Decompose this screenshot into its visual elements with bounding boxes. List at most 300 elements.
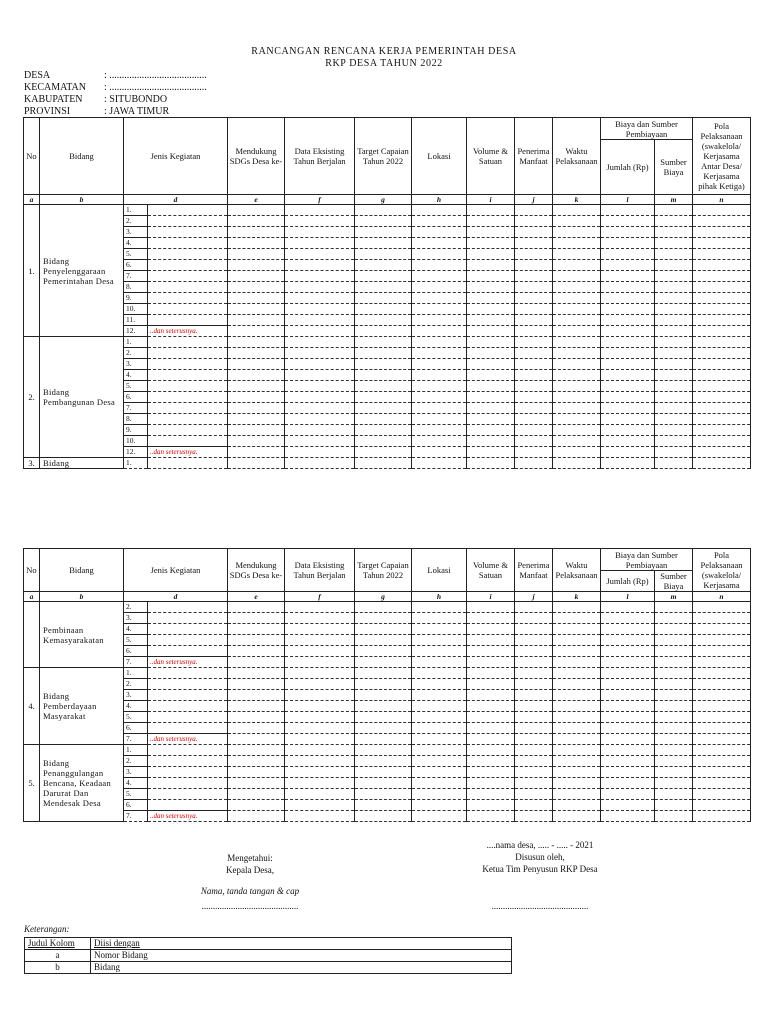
- jenis-kegiatan-cell[interactable]: [148, 293, 228, 304]
- data-cell[interactable]: [285, 304, 355, 315]
- data-cell[interactable]: [285, 767, 355, 778]
- jenis-kegiatan-cell[interactable]: [148, 690, 228, 701]
- data-cell[interactable]: [693, 315, 751, 326]
- data-cell[interactable]: [601, 745, 655, 756]
- data-cell[interactable]: [355, 767, 412, 778]
- data-cell[interactable]: [601, 348, 655, 359]
- data-cell[interactable]: [553, 337, 601, 348]
- data-cell[interactable]: [228, 811, 285, 822]
- data-cell[interactable]: [515, 392, 553, 403]
- jenis-kegiatan-cell[interactable]: [148, 425, 228, 436]
- data-cell[interactable]: [467, 458, 515, 469]
- data-cell[interactable]: [601, 216, 655, 227]
- data-cell[interactable]: [655, 602, 693, 613]
- jenis-kegiatan-cell[interactable]: [148, 767, 228, 778]
- data-cell[interactable]: [601, 326, 655, 337]
- data-cell[interactable]: [553, 789, 601, 800]
- data-cell[interactable]: [285, 646, 355, 657]
- data-cell[interactable]: [412, 690, 467, 701]
- data-cell[interactable]: [553, 624, 601, 635]
- data-cell[interactable]: [655, 403, 693, 414]
- data-cell[interactable]: [467, 381, 515, 392]
- data-cell[interactable]: [601, 624, 655, 635]
- data-cell[interactable]: [553, 657, 601, 668]
- data-cell[interactable]: [553, 436, 601, 447]
- data-cell[interactable]: [467, 260, 515, 271]
- data-cell[interactable]: [655, 238, 693, 249]
- data-cell[interactable]: [467, 271, 515, 282]
- data-cell[interactable]: [228, 613, 285, 624]
- data-cell[interactable]: [228, 304, 285, 315]
- data-cell[interactable]: [693, 304, 751, 315]
- data-cell[interactable]: [655, 216, 693, 227]
- jenis-kegiatan-cell[interactable]: [148, 348, 228, 359]
- data-cell[interactable]: [515, 602, 553, 613]
- data-cell[interactable]: [467, 227, 515, 238]
- data-cell[interactable]: [655, 624, 693, 635]
- data-cell[interactable]: [655, 282, 693, 293]
- data-cell[interactable]: [655, 723, 693, 734]
- data-cell[interactable]: [553, 602, 601, 613]
- data-cell[interactable]: [693, 690, 751, 701]
- data-cell[interactable]: [601, 315, 655, 326]
- data-cell[interactable]: [228, 205, 285, 216]
- data-cell[interactable]: [228, 381, 285, 392]
- data-cell[interactable]: [285, 359, 355, 370]
- data-cell[interactable]: [228, 712, 285, 723]
- data-cell[interactable]: [655, 701, 693, 712]
- data-cell[interactable]: [412, 227, 467, 238]
- data-cell[interactable]: [553, 414, 601, 425]
- data-cell[interactable]: [655, 392, 693, 403]
- continuation-note[interactable]: ..dan seterusnya.: [148, 326, 228, 337]
- data-cell[interactable]: [553, 800, 601, 811]
- continuation-note[interactable]: ..dan seterusnya.: [148, 657, 228, 668]
- data-cell[interactable]: [412, 293, 467, 304]
- data-cell[interactable]: [285, 392, 355, 403]
- data-cell[interactable]: [228, 370, 285, 381]
- data-cell[interactable]: [355, 458, 412, 469]
- data-cell[interactable]: [693, 359, 751, 370]
- data-cell[interactable]: [285, 381, 355, 392]
- data-cell[interactable]: [601, 260, 655, 271]
- data-cell[interactable]: [228, 679, 285, 690]
- jenis-kegiatan-cell[interactable]: [148, 624, 228, 635]
- jenis-kegiatan-cell[interactable]: [148, 282, 228, 293]
- data-cell[interactable]: [228, 447, 285, 458]
- jenis-kegiatan-cell[interactable]: [148, 613, 228, 624]
- data-cell[interactable]: [412, 811, 467, 822]
- data-cell[interactable]: [655, 613, 693, 624]
- data-cell[interactable]: [467, 205, 515, 216]
- data-cell[interactable]: [412, 447, 467, 458]
- data-cell[interactable]: [412, 745, 467, 756]
- data-cell[interactable]: [412, 723, 467, 734]
- data-cell[interactable]: [655, 260, 693, 271]
- data-cell[interactable]: [515, 646, 553, 657]
- data-cell[interactable]: [228, 260, 285, 271]
- data-cell[interactable]: [412, 326, 467, 337]
- data-cell[interactable]: [655, 436, 693, 447]
- data-cell[interactable]: [467, 414, 515, 425]
- data-cell[interactable]: [601, 778, 655, 789]
- data-cell[interactable]: [412, 370, 467, 381]
- data-cell[interactable]: [515, 458, 553, 469]
- jenis-kegiatan-cell[interactable]: [148, 392, 228, 403]
- data-cell[interactable]: [467, 745, 515, 756]
- data-cell[interactable]: [228, 668, 285, 679]
- data-cell[interactable]: [601, 403, 655, 414]
- data-cell[interactable]: [515, 723, 553, 734]
- data-cell[interactable]: [601, 370, 655, 381]
- data-cell[interactable]: [467, 370, 515, 381]
- data-cell[interactable]: [693, 381, 751, 392]
- data-cell[interactable]: [228, 425, 285, 436]
- data-cell[interactable]: [355, 602, 412, 613]
- data-cell[interactable]: [553, 635, 601, 646]
- data-cell[interactable]: [655, 789, 693, 800]
- data-cell[interactable]: [553, 723, 601, 734]
- data-cell[interactable]: [515, 668, 553, 679]
- data-cell[interactable]: [515, 238, 553, 249]
- data-cell[interactable]: [693, 227, 751, 238]
- data-cell[interactable]: [467, 337, 515, 348]
- data-cell[interactable]: [655, 304, 693, 315]
- jenis-kegiatan-cell[interactable]: [148, 602, 228, 613]
- jenis-kegiatan-cell[interactable]: [148, 701, 228, 712]
- continuation-note[interactable]: ..dan seterusnya.: [148, 734, 228, 745]
- data-cell[interactable]: [412, 304, 467, 315]
- data-cell[interactable]: [655, 811, 693, 822]
- data-cell[interactable]: [467, 657, 515, 668]
- data-cell[interactable]: [228, 337, 285, 348]
- data-cell[interactable]: [693, 734, 751, 745]
- data-cell[interactable]: [601, 458, 655, 469]
- data-cell[interactable]: [228, 249, 285, 260]
- jenis-kegiatan-cell[interactable]: [148, 370, 228, 381]
- data-cell[interactable]: [601, 701, 655, 712]
- data-cell[interactable]: [693, 271, 751, 282]
- data-cell[interactable]: [285, 326, 355, 337]
- jenis-kegiatan-cell[interactable]: [148, 337, 228, 348]
- data-cell[interactable]: [601, 205, 655, 216]
- jenis-kegiatan-cell[interactable]: [148, 745, 228, 756]
- data-cell[interactable]: [601, 723, 655, 734]
- data-cell[interactable]: [655, 635, 693, 646]
- data-cell[interactable]: [553, 745, 601, 756]
- data-cell[interactable]: [355, 370, 412, 381]
- data-cell[interactable]: [553, 646, 601, 657]
- data-cell[interactable]: [655, 370, 693, 381]
- data-cell[interactable]: [693, 370, 751, 381]
- data-cell[interactable]: [412, 216, 467, 227]
- data-cell[interactable]: [655, 315, 693, 326]
- data-cell[interactable]: [285, 436, 355, 447]
- data-cell[interactable]: [467, 436, 515, 447]
- data-cell[interactable]: [467, 690, 515, 701]
- data-cell[interactable]: [412, 205, 467, 216]
- data-cell[interactable]: [601, 734, 655, 745]
- data-cell[interactable]: [228, 723, 285, 734]
- data-cell[interactable]: [355, 789, 412, 800]
- jenis-kegiatan-cell[interactable]: [148, 205, 228, 216]
- data-cell[interactable]: [693, 403, 751, 414]
- data-cell[interactable]: [693, 414, 751, 425]
- data-cell[interactable]: [693, 458, 751, 469]
- data-cell[interactable]: [515, 337, 553, 348]
- data-cell[interactable]: [355, 646, 412, 657]
- data-cell[interactable]: [601, 635, 655, 646]
- data-cell[interactable]: [655, 348, 693, 359]
- data-cell[interactable]: [412, 613, 467, 624]
- data-cell[interactable]: [285, 602, 355, 613]
- data-cell[interactable]: [467, 304, 515, 315]
- data-cell[interactable]: [355, 403, 412, 414]
- data-cell[interactable]: [285, 701, 355, 712]
- jenis-kegiatan-cell[interactable]: [148, 260, 228, 271]
- data-cell[interactable]: [412, 646, 467, 657]
- data-cell[interactable]: [693, 282, 751, 293]
- data-cell[interactable]: [228, 789, 285, 800]
- data-cell[interactable]: [412, 679, 467, 690]
- data-cell[interactable]: [285, 238, 355, 249]
- data-cell[interactable]: [467, 712, 515, 723]
- data-cell[interactable]: [693, 624, 751, 635]
- data-cell[interactable]: [467, 425, 515, 436]
- data-cell[interactable]: [355, 712, 412, 723]
- data-cell[interactable]: [601, 657, 655, 668]
- data-cell[interactable]: [693, 723, 751, 734]
- data-cell[interactable]: [228, 767, 285, 778]
- data-cell[interactable]: [693, 679, 751, 690]
- data-cell[interactable]: [467, 447, 515, 458]
- data-cell[interactable]: [228, 216, 285, 227]
- data-cell[interactable]: [285, 370, 355, 381]
- data-cell[interactable]: [553, 326, 601, 337]
- data-cell[interactable]: [553, 359, 601, 370]
- data-cell[interactable]: [655, 359, 693, 370]
- data-cell[interactable]: [412, 668, 467, 679]
- data-cell[interactable]: [355, 734, 412, 745]
- data-cell[interactable]: [553, 293, 601, 304]
- data-cell[interactable]: [655, 646, 693, 657]
- data-cell[interactable]: [228, 701, 285, 712]
- data-cell[interactable]: [228, 745, 285, 756]
- data-cell[interactable]: [553, 447, 601, 458]
- data-cell[interactable]: [553, 734, 601, 745]
- data-cell[interactable]: [285, 282, 355, 293]
- data-cell[interactable]: [601, 756, 655, 767]
- data-cell[interactable]: [355, 811, 412, 822]
- data-cell[interactable]: [467, 602, 515, 613]
- data-cell[interactable]: [553, 392, 601, 403]
- data-cell[interactable]: [515, 767, 553, 778]
- data-cell[interactable]: [601, 425, 655, 436]
- data-cell[interactable]: [355, 745, 412, 756]
- data-cell[interactable]: [355, 260, 412, 271]
- data-cell[interactable]: [467, 326, 515, 337]
- data-cell[interactable]: [515, 712, 553, 723]
- data-cell[interactable]: [228, 238, 285, 249]
- data-cell[interactable]: [412, 249, 467, 260]
- data-cell[interactable]: [553, 370, 601, 381]
- data-cell[interactable]: [412, 260, 467, 271]
- data-cell[interactable]: [601, 602, 655, 613]
- data-cell[interactable]: [285, 227, 355, 238]
- data-cell[interactable]: [515, 756, 553, 767]
- data-cell[interactable]: [355, 723, 412, 734]
- data-cell[interactable]: [553, 767, 601, 778]
- data-cell[interactable]: [515, 800, 553, 811]
- data-cell[interactable]: [412, 778, 467, 789]
- data-cell[interactable]: [655, 756, 693, 767]
- data-cell[interactable]: [355, 414, 412, 425]
- data-cell[interactable]: [412, 359, 467, 370]
- data-cell[interactable]: [412, 635, 467, 646]
- data-cell[interactable]: [228, 778, 285, 789]
- data-cell[interactable]: [693, 238, 751, 249]
- data-cell[interactable]: [285, 657, 355, 668]
- data-cell[interactable]: [412, 436, 467, 447]
- data-cell[interactable]: [655, 414, 693, 425]
- data-cell[interactable]: [693, 635, 751, 646]
- data-cell[interactable]: [655, 271, 693, 282]
- data-cell[interactable]: [228, 734, 285, 745]
- data-cell[interactable]: [515, 205, 553, 216]
- data-cell[interactable]: [601, 249, 655, 260]
- data-cell[interactable]: [285, 337, 355, 348]
- data-cell[interactable]: [515, 304, 553, 315]
- data-cell[interactable]: [515, 789, 553, 800]
- data-cell[interactable]: [515, 690, 553, 701]
- data-cell[interactable]: [285, 734, 355, 745]
- data-cell[interactable]: [285, 447, 355, 458]
- data-cell[interactable]: [467, 635, 515, 646]
- data-cell[interactable]: [693, 205, 751, 216]
- data-cell[interactable]: [553, 249, 601, 260]
- data-cell[interactable]: [693, 668, 751, 679]
- data-cell[interactable]: [515, 326, 553, 337]
- jenis-kegiatan-cell[interactable]: [148, 359, 228, 370]
- data-cell[interactable]: [285, 414, 355, 425]
- data-cell[interactable]: [655, 326, 693, 337]
- data-cell[interactable]: [693, 392, 751, 403]
- data-cell[interactable]: [693, 811, 751, 822]
- data-cell[interactable]: [655, 458, 693, 469]
- data-cell[interactable]: [515, 613, 553, 624]
- jenis-kegiatan-cell[interactable]: [148, 778, 228, 789]
- data-cell[interactable]: [467, 216, 515, 227]
- data-cell[interactable]: [515, 734, 553, 745]
- data-cell[interactable]: [412, 282, 467, 293]
- data-cell[interactable]: [467, 392, 515, 403]
- data-cell[interactable]: [412, 315, 467, 326]
- data-cell[interactable]: [601, 392, 655, 403]
- data-cell[interactable]: [467, 613, 515, 624]
- data-cell[interactable]: [601, 414, 655, 425]
- jenis-kegiatan-cell[interactable]: [148, 238, 228, 249]
- jenis-kegiatan-cell[interactable]: [148, 403, 228, 414]
- data-cell[interactable]: [601, 337, 655, 348]
- data-cell[interactable]: [467, 282, 515, 293]
- data-cell[interactable]: [553, 613, 601, 624]
- data-cell[interactable]: [228, 293, 285, 304]
- data-cell[interactable]: [355, 447, 412, 458]
- data-cell[interactable]: [412, 602, 467, 613]
- data-cell[interactable]: [553, 403, 601, 414]
- data-cell[interactable]: [655, 745, 693, 756]
- data-cell[interactable]: [693, 326, 751, 337]
- continuation-note[interactable]: ..dan seterusnya.: [148, 447, 228, 458]
- data-cell[interactable]: [355, 690, 412, 701]
- data-cell[interactable]: [467, 800, 515, 811]
- data-cell[interactable]: [355, 436, 412, 447]
- data-cell[interactable]: [655, 205, 693, 216]
- data-cell[interactable]: [553, 458, 601, 469]
- data-cell[interactable]: [467, 403, 515, 414]
- data-cell[interactable]: [515, 315, 553, 326]
- jenis-kegiatan-cell[interactable]: [148, 789, 228, 800]
- data-cell[interactable]: [355, 249, 412, 260]
- data-cell[interactable]: [467, 624, 515, 635]
- data-cell[interactable]: [412, 414, 467, 425]
- data-cell[interactable]: [467, 348, 515, 359]
- data-cell[interactable]: [285, 348, 355, 359]
- data-cell[interactable]: [601, 767, 655, 778]
- data-cell[interactable]: [228, 646, 285, 657]
- data-cell[interactable]: [467, 293, 515, 304]
- data-cell[interactable]: [515, 425, 553, 436]
- data-cell[interactable]: [655, 227, 693, 238]
- data-cell[interactable]: [515, 635, 553, 646]
- data-cell[interactable]: [355, 337, 412, 348]
- data-cell[interactable]: [228, 635, 285, 646]
- data-cell[interactable]: [515, 359, 553, 370]
- data-cell[interactable]: [553, 425, 601, 436]
- data-cell[interactable]: [515, 403, 553, 414]
- continuation-note[interactable]: ..dan seterusnya.: [148, 811, 228, 822]
- data-cell[interactable]: [355, 315, 412, 326]
- data-cell[interactable]: [285, 315, 355, 326]
- data-cell[interactable]: [515, 414, 553, 425]
- data-cell[interactable]: [285, 778, 355, 789]
- data-cell[interactable]: [601, 293, 655, 304]
- data-cell[interactable]: [467, 679, 515, 690]
- data-cell[interactable]: [693, 260, 751, 271]
- data-cell[interactable]: [601, 227, 655, 238]
- data-cell[interactable]: [601, 668, 655, 679]
- data-cell[interactable]: [228, 657, 285, 668]
- data-cell[interactable]: [467, 778, 515, 789]
- data-cell[interactable]: [355, 348, 412, 359]
- data-cell[interactable]: [553, 205, 601, 216]
- data-cell[interactable]: [228, 282, 285, 293]
- data-cell[interactable]: [553, 227, 601, 238]
- jenis-kegiatan-cell[interactable]: [148, 227, 228, 238]
- data-cell[interactable]: [515, 811, 553, 822]
- data-cell[interactable]: [655, 657, 693, 668]
- data-cell[interactable]: [412, 425, 467, 436]
- data-cell[interactable]: [515, 293, 553, 304]
- data-cell[interactable]: [515, 370, 553, 381]
- data-cell[interactable]: [467, 668, 515, 679]
- data-cell[interactable]: [285, 271, 355, 282]
- data-cell[interactable]: [228, 271, 285, 282]
- data-cell[interactable]: [553, 679, 601, 690]
- data-cell[interactable]: [355, 304, 412, 315]
- data-cell[interactable]: [655, 293, 693, 304]
- data-cell[interactable]: [285, 745, 355, 756]
